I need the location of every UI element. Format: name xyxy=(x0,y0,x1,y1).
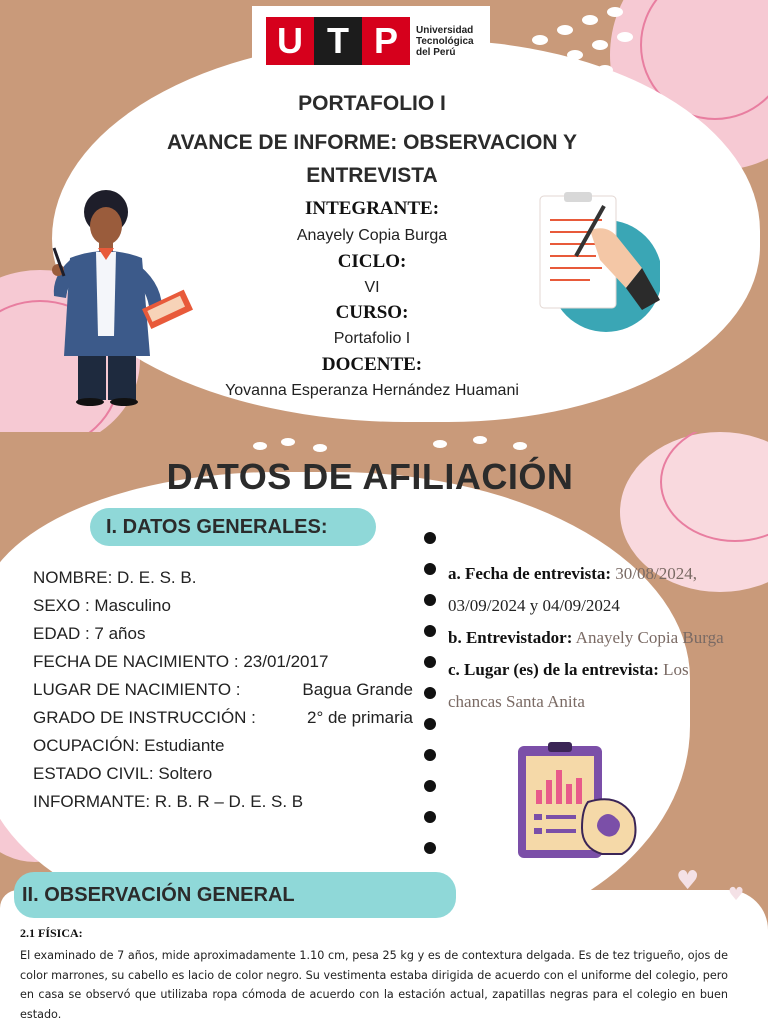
divider-dot xyxy=(424,594,436,606)
integrante-label: INTEGRANTE: xyxy=(304,198,440,219)
section-heading: DATOS DE AFILIACIÓN xyxy=(166,456,574,497)
divider-dot xyxy=(424,811,436,823)
heart-icon: ♥ xyxy=(676,866,700,896)
list-item: FECHA DE NACIMIENTO : 23/01/2017 xyxy=(33,652,329,671)
list-item: LUGAR DE NACIMIENTO : Bagua Grande xyxy=(33,680,413,699)
list-item: c. Lugar (es) de la entrevista: Los xyxy=(448,660,689,679)
fisica-paragraph: El examinado de 7 años, mide aproximadamente 1.10 cm, pesa 25 kg y es de contextura delgada. Es de tez trigueño, ojos de color marrones, su cabello es lacio de color negro. Su vestimenta estaba dirigida de acuerdo con el uniforme del colegio, pero en casa se observó que utilizaba ropa cómoda de acuerdo con la estación actual, zapatillas negras para el colegio en buen estado. xyxy=(20,949,728,1021)
list-item: ESTADO CIVIL: Soltero xyxy=(33,764,213,783)
cover-section xyxy=(0,0,768,432)
heart-icon: ♡ xyxy=(706,910,730,940)
teacher-illustration xyxy=(40,186,200,406)
divider-dot xyxy=(424,656,436,668)
clipboard-writing-icon xyxy=(530,190,660,340)
list-item: OCUPACIÓN: Estudiante xyxy=(33,736,225,755)
divider-dot xyxy=(424,842,436,854)
heart-icon: ♥ xyxy=(728,884,745,905)
list-item: 03/09/2024 y 04/09/2024 xyxy=(448,596,620,615)
divider-dot xyxy=(424,780,436,792)
observacion-pill: II. OBSERVACIÓN GENERAL xyxy=(14,872,456,918)
datos-generales-pill: I. DATOS GENERALES: xyxy=(90,508,376,546)
utp-logo xyxy=(252,6,490,76)
list-item: NOMBRE: D. E. S. B. xyxy=(33,568,197,587)
logo-text: Universidad Tecnológica del Perú xyxy=(416,24,474,58)
ciclo-value: VI xyxy=(364,279,380,296)
logo-letter-u: U xyxy=(266,17,314,65)
divider-dot xyxy=(424,749,436,761)
list-item: EDAD : 7 años xyxy=(33,624,146,643)
divider-dot xyxy=(424,563,436,575)
divider-dot xyxy=(424,718,436,730)
general-data-list xyxy=(33,564,413,816)
dotted-divider xyxy=(424,532,438,904)
divider-dot xyxy=(424,625,436,637)
docente-label: DOCENTE: xyxy=(321,354,423,375)
list-item: INFORMANTE: R. B. R – D. E. S. B xyxy=(33,792,304,811)
integrante-value: Anayely Copia Burga xyxy=(296,227,448,244)
list-item: a. Fecha de entrevista: 30/08/2024, xyxy=(448,564,697,583)
data-section xyxy=(0,432,768,1024)
logo-letter-p: P xyxy=(362,17,410,65)
ciclo-label: CICLO: xyxy=(337,251,407,272)
list-item: chancas Santa Anita xyxy=(448,692,585,711)
divider-dot xyxy=(424,687,436,699)
docente-value: Yovanna Esperanza Hernández Huamani xyxy=(225,382,519,399)
list-item: b. Entrevistador: Anayely Copia Burga xyxy=(448,628,724,647)
divider-dot xyxy=(424,532,436,544)
list-item: GRADO DE INSTRUCCIÓN : 2° de primaria xyxy=(33,708,413,727)
curso-label: CURSO: xyxy=(335,302,409,323)
cover-subtitle: AVANCE DE INFORME: OBSERVACION Y ENTREVISTA xyxy=(167,131,577,187)
logo-letter-t: T xyxy=(314,17,362,65)
report-chart-brain-icon xyxy=(512,740,642,864)
fisica-heading: 2.1 FÍSICA: xyxy=(20,926,83,940)
list-item: SEXO : Masculino xyxy=(33,596,171,615)
curso-value: Portafolio I xyxy=(333,330,411,347)
cover-title: PORTAFOLIO I xyxy=(298,92,446,115)
interview-data-list xyxy=(448,558,768,718)
heart-icon: ♡ xyxy=(650,898,672,926)
